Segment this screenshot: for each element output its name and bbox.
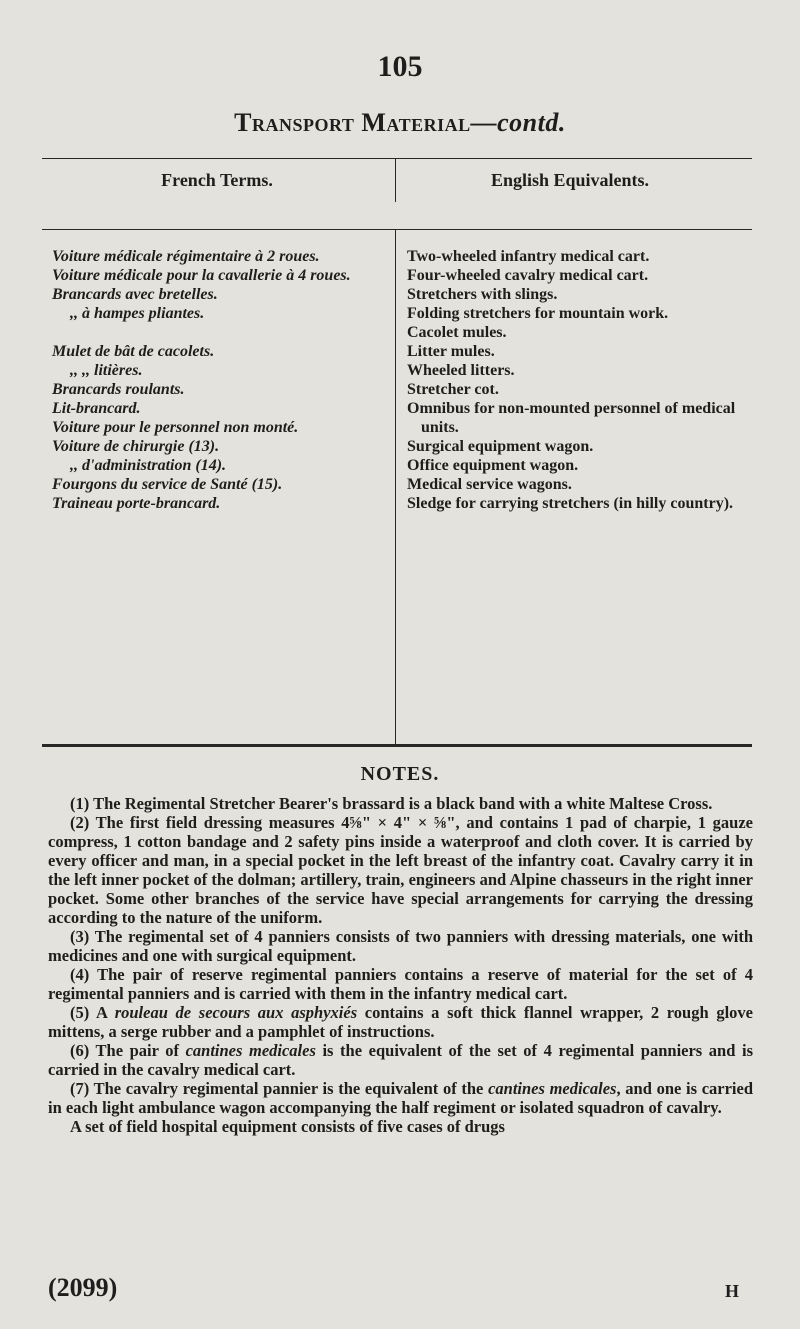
french-term: Brancards roulants. (52, 381, 185, 398)
note-3: (3) The regimental set of 4 panniers consists of two panniers with dressing materials, one with medicines and one with surgical equipment. (48, 927, 753, 965)
note-6-term: cantines medicales (185, 1041, 316, 1060)
header-bottom-rule (42, 229, 752, 230)
french-term: Voiture médicale régimentaire à 2 roues. (52, 248, 320, 265)
english-equivalent: Two-wheeled infantry medical cart. (407, 248, 650, 265)
english-equivalent: Office equipment wagon. (407, 457, 579, 474)
french-term: Voiture pour le personnel non monté. (52, 419, 299, 436)
title-main: Transport Material (234, 108, 471, 137)
french-term: Traineau porte-brancard. (52, 495, 221, 512)
french-terms-column (52, 247, 392, 513)
note-8: A set of field hospital equipment consists of five cases of drugs (70, 1117, 505, 1136)
french-term: Lit-brancard. (52, 400, 141, 417)
print-code: (2099) (48, 1273, 118, 1302)
note-6-text: (6) The pair of (70, 1041, 186, 1060)
note-2: (2) The first field dressing measures 4⅝" × 4" × ⅝", and contains 1 pad of charpie, 1 gauze compress, 1 cotton bandage and 2 safety pins inside a waterproof and cloth cover. It is carried by every officer and man, in a special pocket in the left breast of the infantry coat. Cavalry carry it in the left inner pocket of the dolman; artillery, train, engineers and Alpine chasseurs in the right inner pocket. Some other branches of the service have special arrangements for carrying the dressing according to the nature of the uniform. (48, 813, 753, 927)
english-equivalent: Omnibus for non-mounted personnel of medical units. (407, 400, 736, 436)
page-title (0, 108, 800, 138)
note-5-text: (5) A (70, 1003, 115, 1022)
note-1: (1) The Regimental Stretcher Bearer's brassard is a black band with a white Maltese Cross. (70, 794, 713, 813)
title-suffix: —contd. (470, 108, 566, 137)
note-5 (48, 1003, 753, 1041)
french-term: ,, ,, litières. (70, 362, 143, 379)
english-equivalent: Folding stretchers for mountain work. (407, 305, 669, 322)
english-equivalent: Four-wheeled cavalry medical cart. (407, 267, 649, 284)
english-equivalent: Cacolet mules. (407, 324, 507, 341)
signature-letter: H (725, 1281, 740, 1301)
english-equivalent: Stretchers with slings. (407, 286, 558, 303)
french-term: ,, à hampes pliantes. (70, 305, 205, 322)
english-equivalent: Wheeled litters. (407, 362, 515, 379)
body-column-divider (395, 229, 396, 744)
french-term: Mulet de bât de cacolets. (52, 343, 215, 360)
table-top-rule (42, 158, 752, 159)
english-equivalent: Litter mules. (407, 343, 495, 360)
french-term: Fourgons du service de Santé (15). (52, 476, 283, 493)
table-bottom-rule (42, 744, 752, 747)
note-6 (48, 1041, 753, 1079)
page-number: 105 (377, 50, 423, 83)
note-7-text: (7) The cavalry regimental pannier is the equivalent of the (70, 1079, 489, 1098)
note-5-term: rouleau de secours aux asphyxiés (114, 1003, 358, 1022)
french-term: Voiture médicale pour la cavallerie à 4 roues. (52, 267, 351, 284)
english-equivalents-column (407, 247, 749, 513)
french-term: Voiture de chirurgie (13). (52, 438, 220, 455)
header-french-terms: French Terms. (161, 170, 273, 190)
header-column-divider (395, 158, 396, 202)
note-4: (4) The pair of reserve regimental panniers contains a reserve of material for the set of 4 regimental panniers and is carried with them in the infantry medical cart. (48, 965, 753, 1003)
note-5-text-cont: contains a soft thick flannel wrapper, 2 rough glove mittens, a serge rubber and a pamphlet of instructions. (48, 1003, 753, 1041)
notes-heading: NOTES. (360, 763, 440, 785)
english-equivalent: Surgical equipment wagon. (407, 438, 594, 455)
note-7 (48, 1079, 753, 1117)
note-6-text-cont: is the equivalent of the set of 4 regimental panniers and is carried in the cavalry medical cart. (48, 1041, 753, 1079)
english-equivalent: Medical service wagons. (407, 476, 572, 493)
french-term: Brancards avec bretelles. (52, 286, 218, 303)
note-7-term: cantines medicales (488, 1079, 617, 1098)
english-equivalent: Sledge for carrying stretchers (in hilly country). (407, 495, 734, 512)
notes-body (48, 794, 753, 1136)
french-term: ,, d'administration (14). (70, 457, 227, 474)
note-7-text-cont: , and one is carried in each light ambulance wagon accompanying the half regiment or isolated squadron of cavalry. (48, 1079, 754, 1117)
english-equivalent: Stretcher cot. (407, 381, 499, 398)
header-english-equivalents: English Equivalents. (490, 170, 650, 190)
